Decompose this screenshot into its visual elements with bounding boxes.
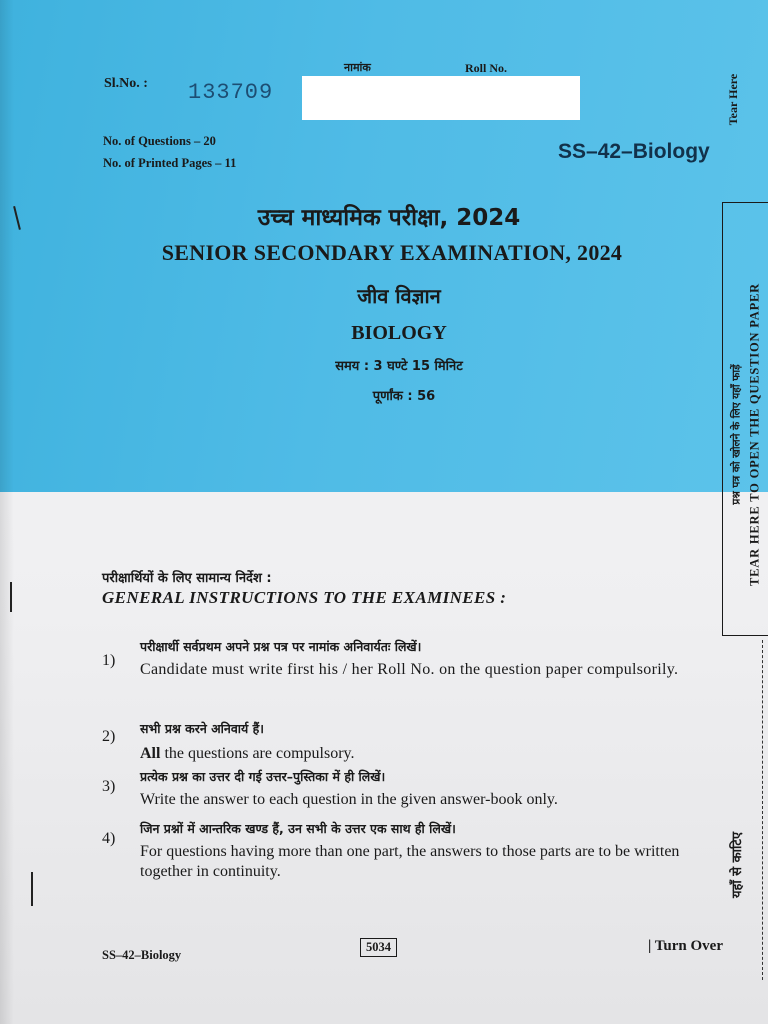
- exam-duration: समय : 3 घण्टे 15 मिनिट: [335, 359, 463, 374]
- exam-title-hindi: उच्च माध्यमिक परीक्षा, 2024: [257, 205, 521, 231]
- maximum-marks: पूर्णांक : 56: [372, 389, 436, 404]
- footer-paper-code: SS–42–Biology: [102, 948, 182, 962]
- paper-code: SS–42–Biology: [558, 140, 710, 163]
- instruction-hindi: सभी प्रश्न करने अनिवार्य हैं।: [140, 721, 265, 736]
- instructions-heading-hindi: परीक्षार्थियों के लिए सामान्य निर्देश :: [102, 571, 272, 586]
- subject-english: BIOLOGY: [351, 322, 447, 344]
- instruction-emphasis: All: [140, 745, 161, 762]
- margin-pen-mark: [10, 582, 12, 612]
- instruction-english: For questions having more than one part, the answers to those parts are to be written together in continuity.: [140, 843, 680, 880]
- instruction-english: Candidate must write first his / her Roll No. on the question paper compulsorily.: [140, 661, 679, 678]
- footer-page-code-box: 5034: [360, 938, 397, 957]
- exam-title-english: SENIOR SECONDARY EXAMINATION, 2024: [161, 240, 623, 265]
- instruction-number: 3): [102, 778, 116, 795]
- cut-dashed-line: [762, 640, 763, 980]
- instruction-number: 4): [102, 830, 116, 847]
- tear-strip-english: TEAR HERE TO OPEN THE QUESTION PAPER: [747, 283, 762, 586]
- serial-number-label: Sl.No. :: [104, 76, 148, 91]
- subject-hindi: जीव विज्ञान: [357, 284, 441, 308]
- margin-pen-mark: [31, 872, 33, 906]
- number-of-questions: No. of Questions – 20: [103, 134, 216, 148]
- instruction-hindi: प्रत्येक प्रश्न का उत्तर दी गई उत्तर–पुस्तिका में ही लिखें।: [140, 769, 386, 784]
- roll-number-box[interactable]: [302, 76, 580, 120]
- roll-number-label: Roll No.: [465, 61, 507, 75]
- instruction-english: Write the answer to each question in the given answer-book only.: [140, 791, 558, 808]
- instruction-english-rest: the questions are compulsory.: [160, 745, 355, 762]
- number-of-printed-pages: No. of Printed Pages – 11: [103, 156, 237, 170]
- tear-here-label: Tear Here: [726, 73, 741, 126]
- tear-strip-text: [730, 279, 763, 591]
- instruction-number: 1): [102, 652, 116, 669]
- page-edge-shadow: [0, 0, 14, 1024]
- serial-number-value: 133709: [188, 80, 274, 105]
- instruction-english: [140, 744, 354, 764]
- instructions-heading-english: GENERAL INSTRUCTIONS TO THE EXAMINEES :: [102, 588, 507, 607]
- instruction-hindi: जिन प्रश्नों में आन्तरिक खण्ड हैं, उन सभी के उत्तर एक साथ ही लिखें।: [140, 821, 456, 836]
- namank-label: नामांक: [344, 61, 371, 74]
- tear-strip-hindi: प्रश्न पत्र को खोलने के लिए यहाँ फाड़ें: [730, 364, 743, 505]
- instruction-number: 2): [102, 728, 116, 745]
- turn-over-label: | Turn Over: [648, 938, 723, 954]
- instruction-hindi: परीक्षार्थी सर्वप्रथम अपने प्रश्न पत्र पर नामांक अनिवार्यतः लिखें।: [140, 639, 422, 654]
- cut-here-label: यहाँ से काटिए: [730, 831, 746, 899]
